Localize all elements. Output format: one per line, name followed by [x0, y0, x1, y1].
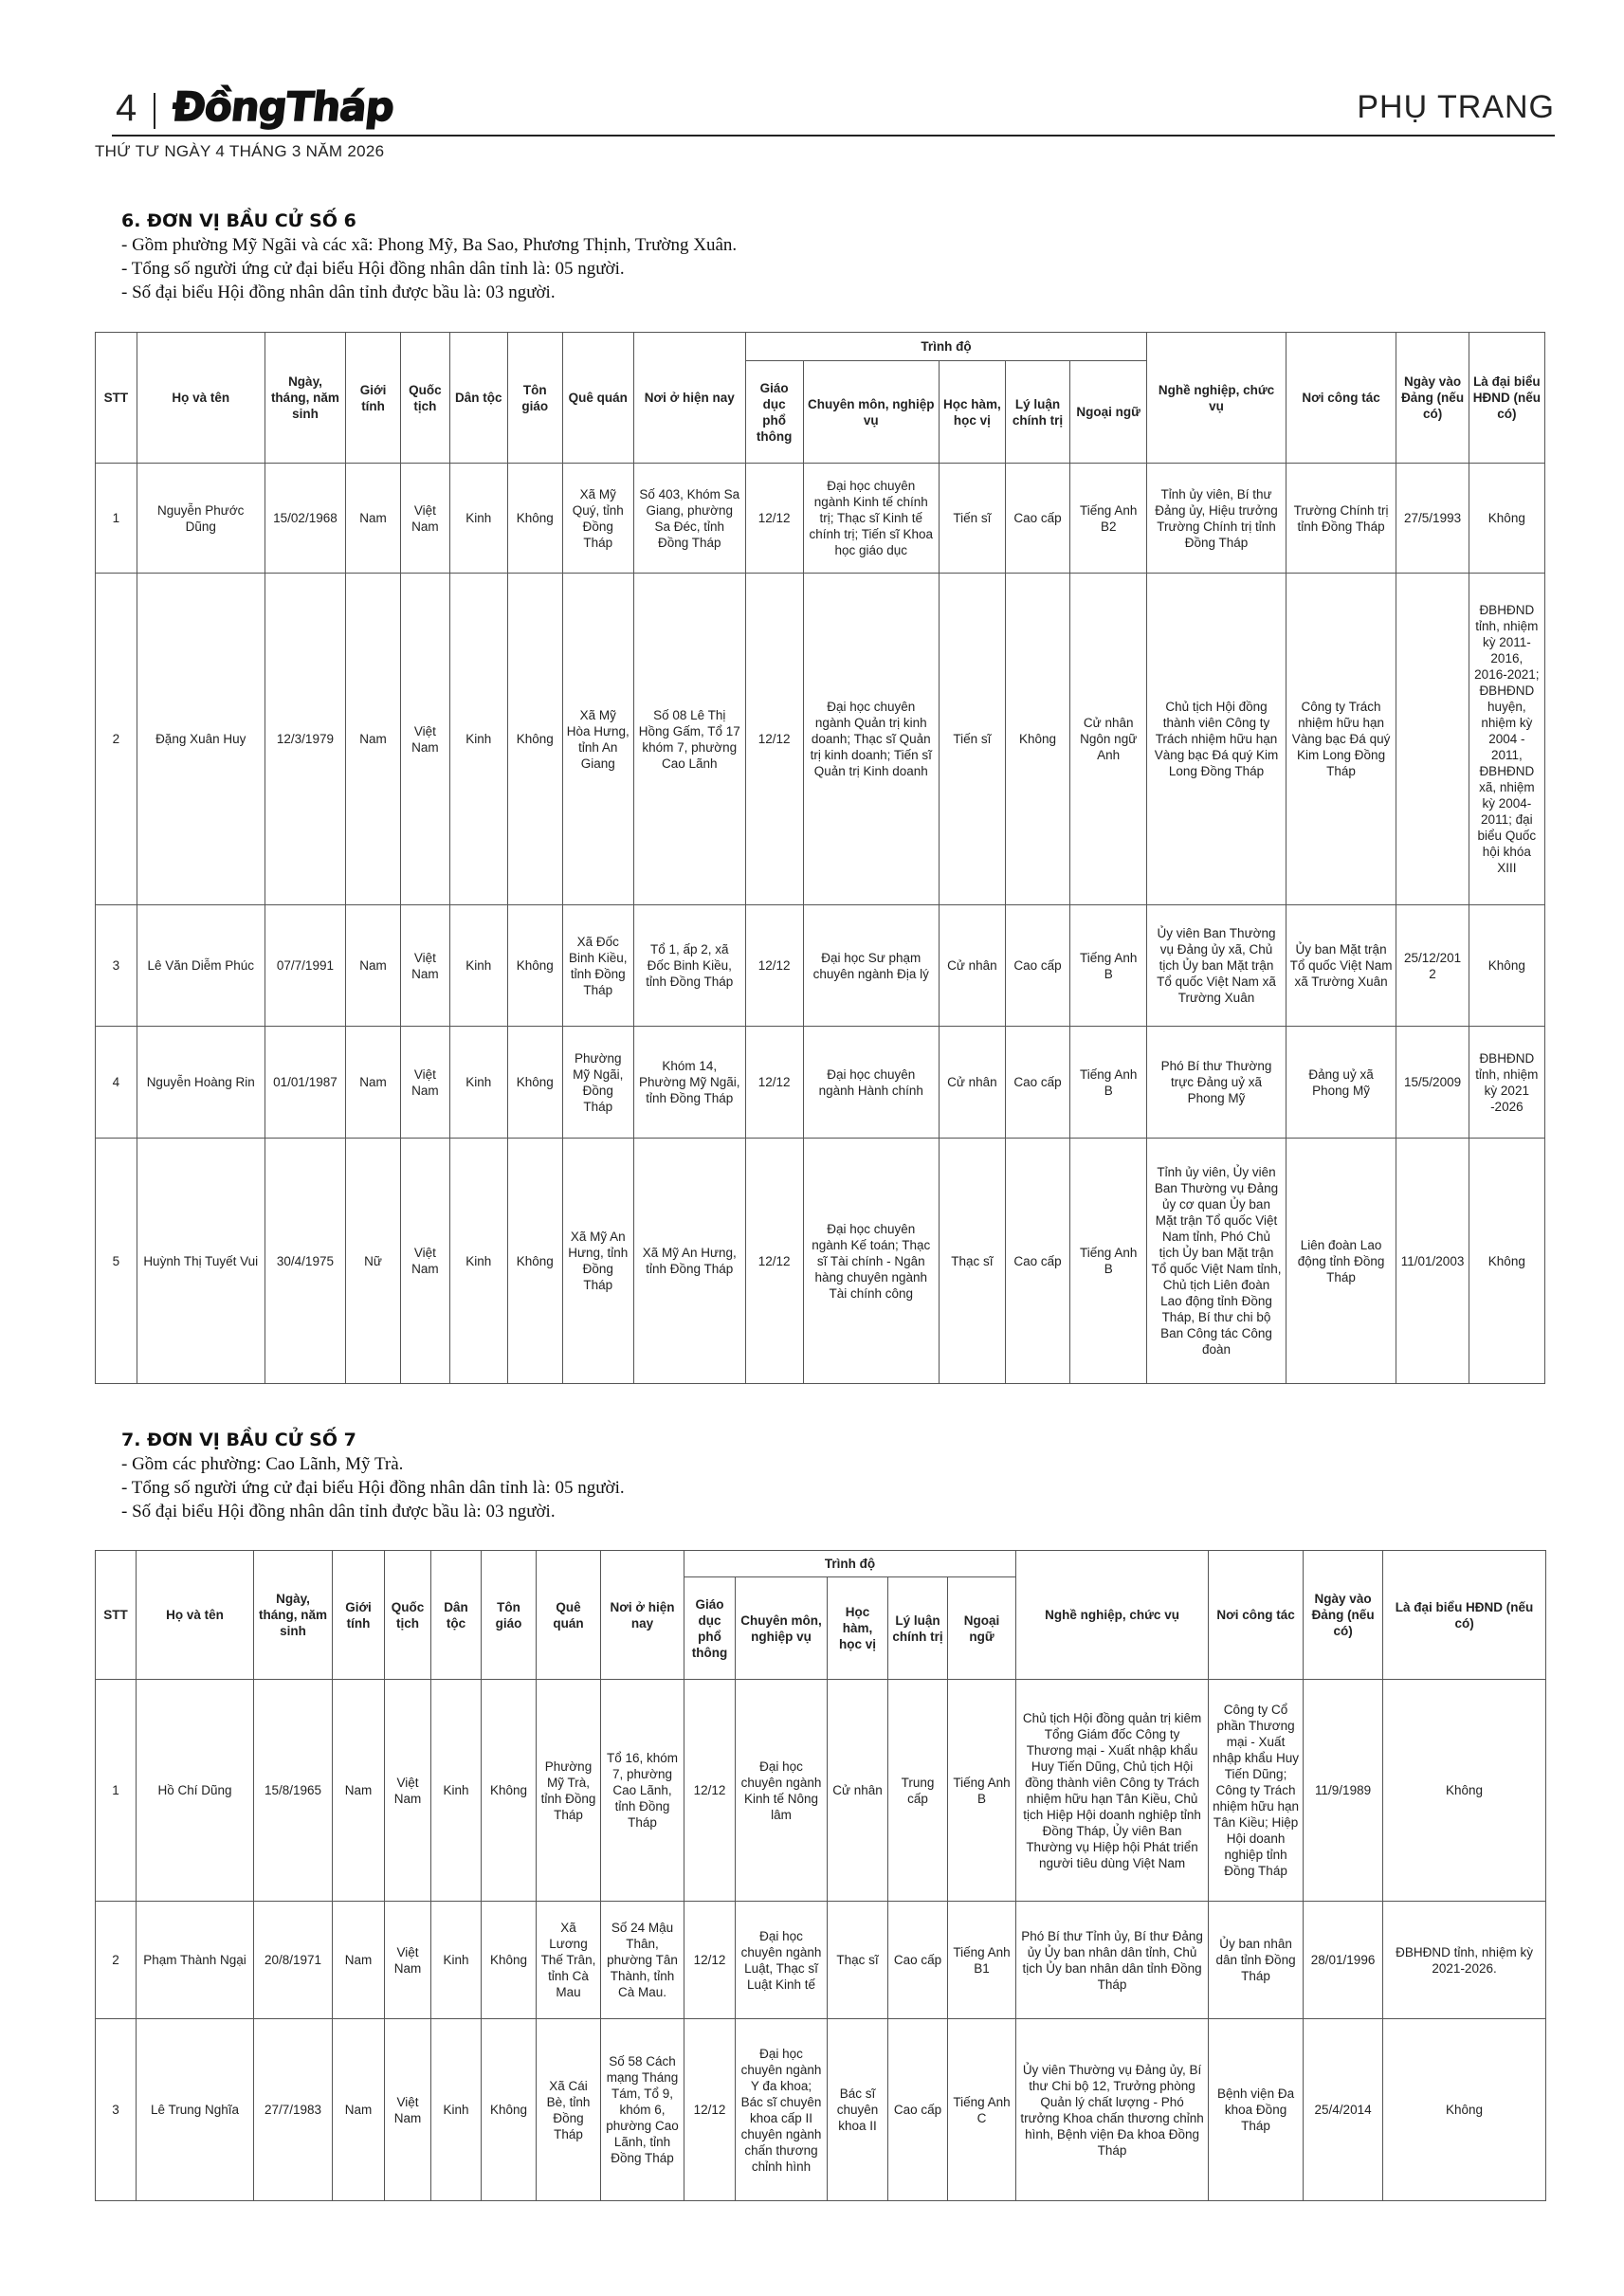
- unit-7-line: - Gồm các phường: Cao Lãnh, Mỹ Trà.: [121, 1454, 404, 1474]
- cell-party-date: 25/12/2012: [1396, 905, 1469, 1027]
- cell-dob: 15/8/1965: [254, 1680, 333, 1902]
- col-gender: Giới tính: [346, 333, 401, 464]
- cell-ethnicity: Kinh: [431, 1680, 482, 1902]
- col-religion: Tôn giáo: [507, 333, 562, 464]
- table-row: [96, 1680, 1546, 1902]
- cell-workplace: Trường Chính trị tỉnh Đồng Tháp: [1286, 464, 1396, 574]
- unit-6-line: - Tổng số người ứng cử đại biểu Hội đồng nhân dân tỉnh là: 05 người.: [121, 259, 625, 279]
- cell-party-date: 11/9/1989: [1304, 1680, 1383, 1902]
- cell-language: Cử nhân Ngôn ngữ Anh: [1070, 574, 1147, 905]
- col-politics: Lý luận chính trị: [1005, 361, 1069, 464]
- col-stt: STT: [96, 333, 137, 464]
- cell-general-edu: 12/12: [745, 574, 803, 905]
- col-hometown: Quê quán: [562, 333, 633, 464]
- col-dob: Ngày, tháng, năm sinh: [265, 333, 345, 464]
- cell-politics: Trung cấp: [888, 1680, 948, 1902]
- cell-workplace: Công ty Cổ phần Thương mại - Xuất nhập khẩu Huy Tiến Dũng; Công ty Trách nhiệm hữu hạn Tân Kiều; Hiệp Hội doanh nghiệp tỉnh Đồng Tháp: [1209, 1680, 1304, 1902]
- cell-stt: 5: [96, 1139, 137, 1384]
- cell-politics: Cao cấp: [1005, 1139, 1069, 1384]
- col-religion: Tôn giáo: [482, 1551, 537, 1680]
- col-degree: Học hàm, học vị: [828, 1577, 888, 1680]
- cell-dob: 12/3/1979: [265, 574, 345, 905]
- cell-workplace: Ủy ban nhân dân tỉnh Đồng Tháp: [1209, 1902, 1304, 2019]
- col-specialty: Chuyên môn, nghiệp vụ: [736, 1577, 828, 1680]
- cell-general-edu: 12/12: [684, 1680, 736, 1902]
- cell-ethnicity: Kinh: [449, 1139, 507, 1384]
- cell-party-date: 25/4/2014: [1304, 2019, 1383, 2201]
- col-occupation: Nghề nghiệp, chức vụ: [1016, 1551, 1209, 1680]
- section-title: PHỤ TRANG: [1357, 89, 1555, 125]
- unit-6-heading: 6. ĐƠN VỊ BẦU CỬ SỐ 6: [121, 210, 356, 231]
- cell-residence: Khóm 14, Phường Mỹ Ngãi, tỉnh Đồng Tháp: [633, 1027, 745, 1139]
- col-party-date: Ngày vào Đảng (nếu có): [1304, 1551, 1383, 1680]
- cell-occupation: Phó Bí thư Tỉnh ủy, Bí thư Đảng ủy Ủy ban nhân dân tỉnh, Chủ tịch Ủy ban nhân dân tỉnh Đồng Tháp: [1016, 1902, 1209, 2019]
- cell-hometown: Phường Mỹ Trà, tỉnh Đồng Tháp: [537, 1680, 601, 1902]
- cell-hometown: Xã Mỹ Quý, tỉnh Đồng Tháp: [562, 464, 633, 574]
- cell-hometown: Xã Cái Bè, tỉnh Đồng Tháp: [537, 2019, 601, 2201]
- cell-delegate: Không: [1383, 1680, 1546, 1902]
- cell-delegate: Không: [1383, 2019, 1546, 2201]
- cell-stt: 2: [96, 1902, 137, 2019]
- cell-nationality: Việt Nam: [401, 574, 450, 905]
- cell-ethnicity: Kinh: [431, 2019, 482, 2201]
- cell-religion: Không: [507, 574, 562, 905]
- col-dob: Ngày, tháng, năm sinh: [254, 1551, 333, 1680]
- cell-delegate: Không: [1469, 1139, 1544, 1384]
- cell-religion: Không: [482, 1680, 537, 1902]
- cell-stt: 4: [96, 1027, 137, 1139]
- cell-general-edu: 12/12: [684, 1902, 736, 2019]
- cell-gender: Nam: [333, 2019, 385, 2201]
- col-gender: Giới tính: [333, 1551, 385, 1680]
- cell-religion: Không: [507, 464, 562, 574]
- cell-hometown: Xã Lương Thế Trân, tỉnh Cà Mau: [537, 1902, 601, 2019]
- cell-delegate: ĐBHĐND tỉnh, nhiệm kỳ 2021 -2026: [1469, 1027, 1544, 1139]
- cell-ethnicity: Kinh: [449, 464, 507, 574]
- newspaper-logo: [170, 83, 395, 130]
- cell-degree: Cử nhân: [828, 1680, 888, 1902]
- cell-occupation: Tỉnh ủy viên, Bí thư Đảng ủy, Hiệu trưởng Trường Chính trị tỉnh Đồng Tháp: [1147, 464, 1286, 574]
- cell-workplace: Công ty Trách nhiệm hữu hạn Vàng bạc Đá quý Kim Long Đồng Tháp: [1286, 574, 1396, 905]
- cell-gender: Nam: [333, 1902, 385, 2019]
- col-residence: Nơi ở hiện nay: [601, 1551, 684, 1680]
- cell-workplace: Đảng uỷ xã Phong Mỹ: [1286, 1027, 1396, 1139]
- issue-date: THỨ TƯ NGÀY 4 THÁNG 3 NĂM 2026: [95, 142, 385, 160]
- cell-degree: Tiến sĩ: [939, 574, 1005, 905]
- cell-general-edu: 12/12: [745, 1139, 803, 1384]
- cell-nationality: Việt Nam: [401, 905, 450, 1027]
- cell-dob: 27/7/1983: [254, 2019, 333, 2201]
- cell-gender: Nam: [346, 905, 401, 1027]
- cell-residence: Xã Mỹ An Hưng, tỉnh Đồng Tháp: [633, 1139, 745, 1384]
- col-specialty: Chuyên môn, nghiệp vụ: [803, 361, 939, 464]
- cell-name: Phạm Thành Ngại: [137, 1902, 254, 2019]
- cell-stt: 3: [96, 905, 137, 1027]
- cell-nationality: Việt Nam: [401, 464, 450, 574]
- cell-residence: Số 24 Mậu Thân, phường Tân Thành, tỉnh Cà Mau.: [601, 1902, 684, 2019]
- cell-gender: Nam: [346, 574, 401, 905]
- cell-language: Tiếng Anh B: [1070, 905, 1147, 1027]
- cell-specialty: Đại học chuyên ngành Kinh tế Nông lâm: [736, 1680, 828, 1902]
- table-row: [96, 1139, 1545, 1384]
- cell-party-date: 11/01/2003: [1396, 1139, 1469, 1384]
- cell-party-date: 28/01/1996: [1304, 1902, 1383, 2019]
- cell-name: Nguyễn Hoàng Rin: [137, 1027, 265, 1139]
- cell-nationality: Việt Nam: [385, 1680, 431, 1902]
- col-ethnicity: Dân tộc: [449, 333, 507, 464]
- cell-nationality: Việt Nam: [385, 2019, 431, 2201]
- col-name: Họ và tên: [137, 1551, 254, 1680]
- cell-politics: Cao cấp: [888, 1902, 948, 2019]
- cell-specialty: Đại học chuyên ngành Y đa khoa; Bác sĩ chuyên khoa cấp II chuyên ngành chấn thương chỉnh hình: [736, 2019, 828, 2201]
- table-row: [96, 1027, 1545, 1139]
- page-number: 4: [116, 87, 137, 129]
- cell-residence: Tổ 1, ấp 2, xã Đốc Binh Kiều, tỉnh Đồng Tháp: [633, 905, 745, 1027]
- cell-religion: Không: [507, 1139, 562, 1384]
- cell-stt: 1: [96, 1680, 137, 1902]
- cell-party-date: 27/5/1993: [1396, 464, 1469, 574]
- cell-delegate: Không: [1469, 464, 1544, 574]
- cell-hometown: Phường Mỹ Ngãi, Đồng Tháp: [562, 1027, 633, 1139]
- cell-occupation: Ủy viên Ban Thường vụ Đảng ủy xã, Chủ tịch Ủy ban Mặt trận Tổ quốc Việt Nam xã Trường Xuân: [1147, 905, 1286, 1027]
- cell-ethnicity: Kinh: [449, 905, 507, 1027]
- cell-ethnicity: Kinh: [449, 1027, 507, 1139]
- cell-dob: 01/01/1987: [265, 1027, 345, 1139]
- cell-delegate: ĐBHĐND tỉnh, nhiệm kỳ 2011-2016, 2016-2021; ĐBHĐND huyện, nhiệm kỳ 2004 - 2011, ĐBHĐND xã, nhiệm kỳ 2004-2011; đại biểu Quốc hội khóa XIII: [1469, 574, 1544, 905]
- cell-residence: Số 403, Khóm Sa Giang, phường Sa Đéc, tỉnh Đồng Tháp: [633, 464, 745, 574]
- cell-residence: Tổ 16, khóm 7, phường Cao Lãnh, tỉnh Đồng Tháp: [601, 1680, 684, 1902]
- cell-language: Tiếng Anh B: [948, 1680, 1016, 1902]
- cell-specialty: Đại học chuyên ngành Quản trị kinh doanh; Thạc sĩ Quản trị kinh doanh; Tiến sĩ Quản trị Kinh doanh: [803, 574, 939, 905]
- col-language: Ngoại ngữ: [948, 1577, 1016, 1680]
- cell-ethnicity: Kinh: [431, 1902, 482, 2019]
- cell-party-date: [1396, 574, 1469, 905]
- col-politics: Lý luận chính trị: [888, 1577, 948, 1680]
- unit-6-description: [121, 233, 737, 304]
- cell-delegate: Không: [1469, 905, 1544, 1027]
- masthead: [112, 85, 1555, 137]
- cell-specialty: Đại học chuyên ngành Kinh tế chính trị; Thạc sĩ Kinh tế chính trị; Tiến sĩ Khoa học giáo dục: [803, 464, 939, 574]
- cell-workplace: Bệnh viện Đa khoa Đồng Tháp: [1209, 2019, 1304, 2201]
- cell-gender: Nữ: [346, 1139, 401, 1384]
- cell-stt: 3: [96, 2019, 137, 2201]
- col-nationality: Quốc tịch: [385, 1551, 431, 1680]
- cell-name: Lê Trung Nghĩa: [137, 2019, 254, 2201]
- cell-name: Hồ Chí Dũng: [137, 1680, 254, 1902]
- cell-stt: 1: [96, 464, 137, 574]
- col-residence: Nơi ở hiện nay: [633, 333, 745, 464]
- cell-degree: Tiến sĩ: [939, 464, 1005, 574]
- cell-religion: Không: [482, 1902, 537, 2019]
- cell-delegate: ĐBHĐND tỉnh, nhiệm kỳ 2021-2026.: [1383, 1902, 1546, 2019]
- cell-politics: Cao cấp: [888, 2019, 948, 2201]
- cell-degree: Thạc sĩ: [939, 1139, 1005, 1384]
- cell-workplace: Liên đoàn Lao động tỉnh Đồng Tháp: [1286, 1139, 1396, 1384]
- cell-name: Huỳnh Thị Tuyết Vui: [137, 1139, 265, 1384]
- cell-residence: Số 58 Cách mạng Tháng Tám, Tổ 9, khóm 6, phường Cao Lãnh, tỉnh Đồng Tháp: [601, 2019, 684, 2201]
- cell-language: Tiếng Anh B: [1070, 1139, 1147, 1384]
- cell-gender: Nam: [333, 1680, 385, 1902]
- col-general-edu: Giáo dục phổ thông: [745, 361, 803, 464]
- cell-general-edu: 12/12: [684, 2019, 736, 2201]
- cell-hometown: Xã Đốc Binh Kiều, tỉnh Đồng Tháp: [562, 905, 633, 1027]
- cell-dob: 30/4/1975: [265, 1139, 345, 1384]
- col-name: Họ và tên: [137, 333, 265, 464]
- cell-gender: Nam: [346, 1027, 401, 1139]
- col-language: Ngoại ngữ: [1070, 361, 1147, 464]
- table-6-body: [96, 464, 1545, 1384]
- unit-7-line: - Số đại biểu Hội đồng nhân dân tỉnh được bầu là: 03 người.: [121, 1502, 556, 1522]
- cell-occupation: Phó Bí thư Thường trực Đảng uỷ xã Phong Mỹ: [1147, 1027, 1286, 1139]
- cell-general-edu: 12/12: [745, 905, 803, 1027]
- col-party-date: Ngày vào Đảng (nếu có): [1396, 333, 1469, 464]
- cell-religion: Không: [507, 905, 562, 1027]
- unit-6-line: - Số đại biểu Hội đồng nhân dân tỉnh được bầu là: 03 người.: [121, 282, 556, 302]
- cell-language: Tiếng Anh B2: [1070, 464, 1147, 574]
- cell-nationality: Việt Nam: [385, 1902, 431, 2019]
- cell-occupation: Tỉnh ủy viên, Ủy viên Ban Thường vụ Đảng ủy cơ quan Ủy ban Mặt trận Tổ quốc Việt Nam tỉnh, Phó Chủ tịch Ủy ban Mặt trận Tổ quốc Việt Nam tỉnh, Chủ tịch Liên đoàn Lao động tỉnh Đồng Tháp, Bí thư chi bộ Ban Công tác Công đoàn: [1147, 1139, 1286, 1384]
- cell-language: Tiếng Anh B1: [948, 1902, 1016, 2019]
- candidate-table-unit-6: [95, 332, 1545, 1384]
- cell-dob: 15/02/1968: [265, 464, 345, 574]
- col-occupation: Nghề nghiệp, chức vụ: [1147, 333, 1286, 464]
- cell-specialty: Đại học chuyên ngành Hành chính: [803, 1027, 939, 1139]
- col-degree: Học hàm, học vị: [939, 361, 1005, 464]
- cell-degree: Cử nhân: [939, 1027, 1005, 1139]
- cell-workplace: Ủy ban Mặt trận Tổ quốc Việt Nam xã Trường Xuân: [1286, 905, 1396, 1027]
- cell-specialty: Đại học Sư phạm chuyên ngành Địa lý: [803, 905, 939, 1027]
- table-7-body: [96, 1680, 1546, 2201]
- cell-language: Tiếng Anh C: [948, 2019, 1016, 2201]
- table-row: [96, 1902, 1546, 2019]
- cell-occupation: Ủy viên Thường vụ Đảng ủy, Bí thư Chi bộ 12, Trưởng phòng Quản lý chất lượng - Phó trưởng Khoa chấn thương chỉnh hình, Bệnh viện Đa khoa Đồng Tháp: [1016, 2019, 1209, 2201]
- col-education-group: Trình độ: [684, 1551, 1016, 1577]
- cell-residence: Số 08 Lê Thị Hồng Gấm, Tổ 17 khóm 7, phường Cao Lãnh: [633, 574, 745, 905]
- cell-politics: Cao cấp: [1005, 905, 1069, 1027]
- cell-hometown: Xã Mỹ Hòa Hưng, tỉnh An Giang: [562, 574, 633, 905]
- cell-nationality: Việt Nam: [401, 1027, 450, 1139]
- cell-occupation: Chủ tịch Hội đồng thành viên Công ty Trách nhiệm hữu hạn Vàng bạc Đá quý Kim Long Đồng Tháp: [1147, 574, 1286, 905]
- cell-degree: Thạc sĩ: [828, 1902, 888, 2019]
- cell-religion: Không: [507, 1027, 562, 1139]
- col-delegate: Là đại biểu HĐND (nếu có): [1469, 333, 1544, 464]
- cell-general-edu: 12/12: [745, 1027, 803, 1139]
- cell-name: Lê Văn Diễm Phúc: [137, 905, 265, 1027]
- cell-language: Tiếng Anh B: [1070, 1027, 1147, 1139]
- unit-7-line: - Tổng số người ứng cử đại biểu Hội đồng nhân dân tỉnh là: 05 người.: [121, 1478, 625, 1498]
- cell-specialty: Đại học chuyên ngành Kế toán; Thạc sĩ Tài chính - Ngân hàng chuyên ngành Tài chính công: [803, 1139, 939, 1384]
- cell-stt: 2: [96, 574, 137, 905]
- table-row: [96, 2019, 1546, 2201]
- cell-hometown: Xã Mỹ An Hưng, tỉnh Đồng Tháp: [562, 1139, 633, 1384]
- cell-degree: Bác sĩ chuyên khoa II: [828, 2019, 888, 2201]
- col-stt: STT: [96, 1551, 137, 1680]
- cell-politics: Cao cấp: [1005, 464, 1069, 574]
- cell-nationality: Việt Nam: [401, 1139, 450, 1384]
- col-delegate: Là đại biểu HĐND (nếu có): [1383, 1551, 1546, 1680]
- table-row: [96, 464, 1545, 574]
- candidate-table-unit-7: [95, 1550, 1546, 2201]
- cell-politics: Không: [1005, 574, 1069, 905]
- cell-party-date: 15/5/2009: [1396, 1027, 1469, 1139]
- table-row: [96, 574, 1545, 905]
- unit-7-heading: 7. ĐƠN VỊ BẦU CỬ SỐ 7: [121, 1430, 356, 1450]
- cell-politics: Cao cấp: [1005, 1027, 1069, 1139]
- col-ethnicity: Dân tộc: [431, 1551, 482, 1680]
- cell-occupation: Chủ tịch Hội đồng quản trị kiêm Tổng Giám đốc Công ty Thương mại - Xuất nhập khẩu Huy Tiến Dũng, Chủ tịch Hội đồng thành viên Công ty Trách nhiệm hữu hạn Tân Kiều, Chủ tịch Hiệp Hội doanh nghiệp tỉnh Đồng Tháp, Ủy viên Ban Thường vụ Hiệp hội Phát triển người tiêu dùng Việt Nam: [1016, 1680, 1209, 1902]
- col-workplace: Nơi công tác: [1209, 1551, 1304, 1680]
- logo-text: ĐồngTháp: [170, 83, 396, 130]
- cell-gender: Nam: [346, 464, 401, 574]
- cell-name: Nguyễn Phước Dũng: [137, 464, 265, 574]
- cell-ethnicity: Kinh: [449, 574, 507, 905]
- unit-7-description: [121, 1452, 625, 1523]
- cell-degree: Cử nhân: [939, 905, 1005, 1027]
- col-education-group: Trình độ: [745, 333, 1147, 361]
- cell-dob: 20/8/1971: [254, 1902, 333, 2019]
- col-general-edu: Giáo dục phổ thông: [684, 1577, 736, 1680]
- col-nationality: Quốc tịch: [401, 333, 450, 464]
- col-workplace: Nơi công tác: [1286, 333, 1396, 464]
- table-row: [96, 905, 1545, 1027]
- cell-name: Đặng Xuân Huy: [137, 574, 265, 905]
- cell-specialty: Đại học chuyên ngành Luật, Thạc sĩ Luật Kinh tế: [736, 1902, 828, 2019]
- unit-6-line: - Gồm phường Mỹ Ngãi và các xã: Phong Mỹ, Ba Sao, Phương Thịnh, Trường Xuân.: [121, 235, 738, 255]
- cell-religion: Không: [482, 2019, 537, 2201]
- cell-dob: 07/7/1991: [265, 905, 345, 1027]
- masthead-divider: [154, 93, 155, 129]
- col-hometown: Quê quán: [537, 1551, 601, 1680]
- cell-general-edu: 12/12: [745, 464, 803, 574]
